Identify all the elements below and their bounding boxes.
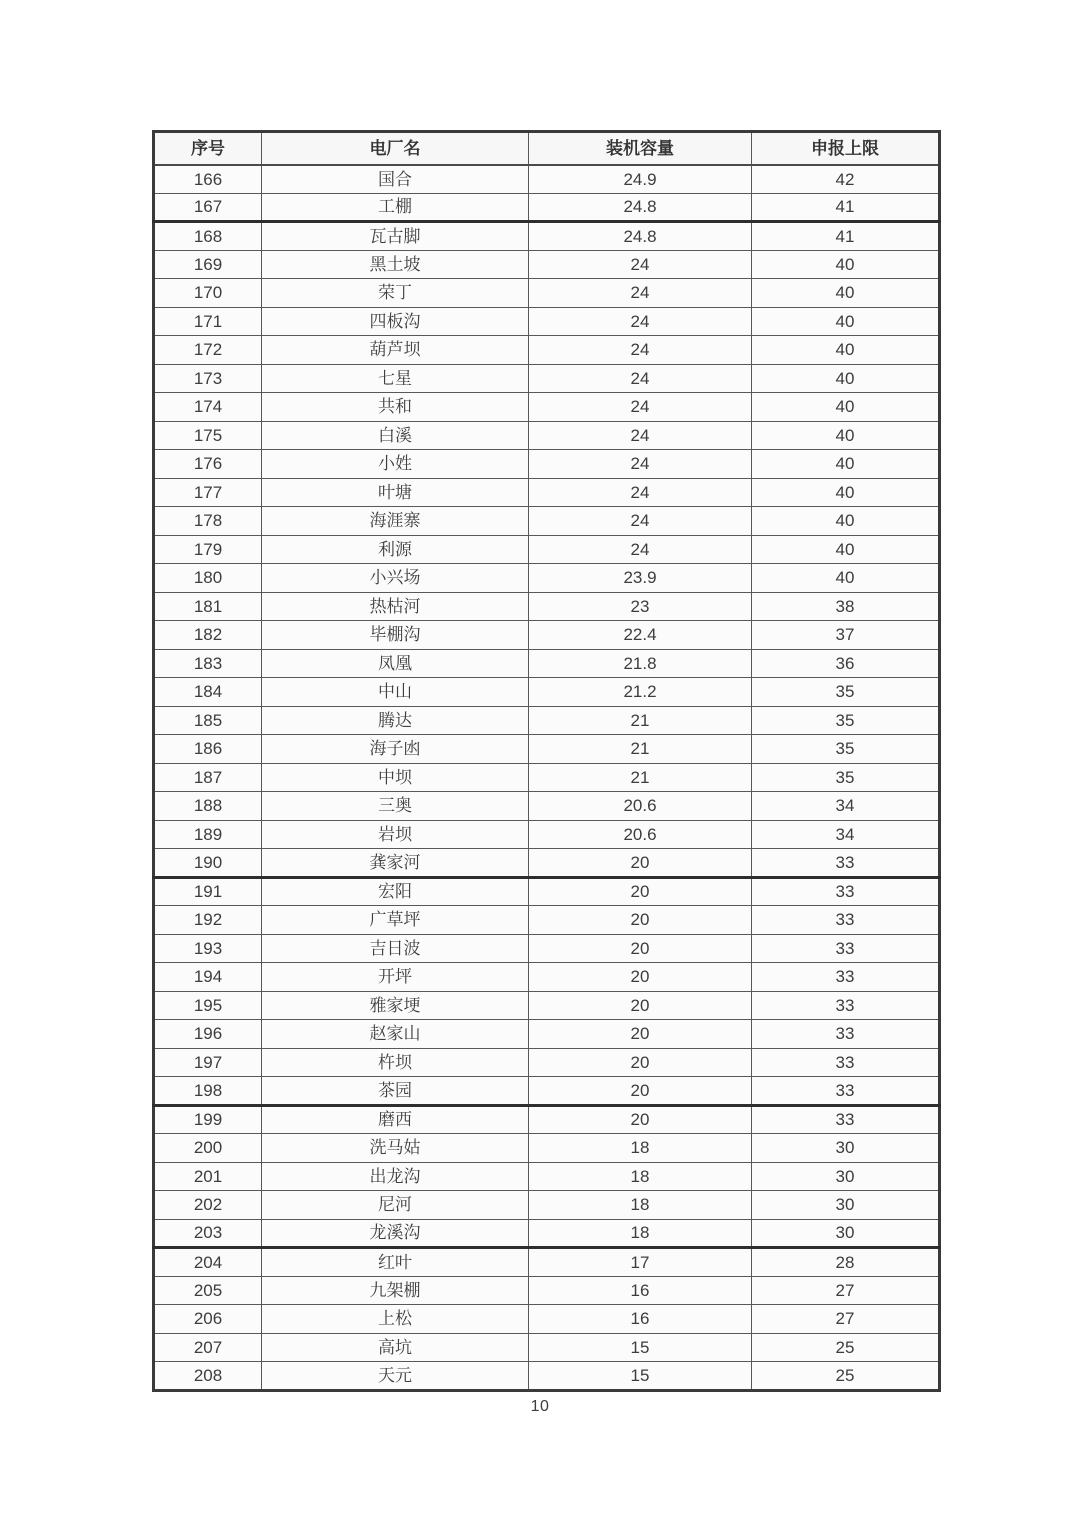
cell-serial: 178 [154,507,262,536]
cell-limit: 36 [752,649,940,678]
cell-limit: 40 [752,307,940,336]
table-row [154,450,940,479]
cell-limit: 40 [752,250,940,279]
cell-plant-name: 腾达 [262,706,529,735]
table-row [154,250,940,279]
cell-capacity: 17 [529,1248,752,1277]
cell-serial: 170 [154,279,262,308]
cell-plant-name: 宏阳 [262,877,529,906]
table-row [154,1333,940,1362]
cell-limit: 40 [752,535,940,564]
cell-plant-name: 海子凼 [262,735,529,764]
cell-plant-name: 共和 [262,393,529,422]
cell-plant-name: 叶塘 [262,478,529,507]
cell-capacity: 20.6 [529,820,752,849]
cell-capacity: 20 [529,963,752,992]
cell-plant-name: 天元 [262,1362,529,1391]
cell-limit: 37 [752,621,940,650]
cell-serial: 194 [154,963,262,992]
cell-plant-name: 赵家山 [262,1020,529,1049]
cell-capacity: 21 [529,735,752,764]
cell-limit: 33 [752,906,940,935]
cell-capacity: 20 [529,934,752,963]
table-row [154,1305,940,1334]
cell-capacity: 22.4 [529,621,752,650]
cell-serial: 174 [154,393,262,422]
cell-plant-name: 茶园 [262,1077,529,1106]
cell-plant-name: 七星 [262,364,529,393]
cell-plant-name: 海涯寨 [262,507,529,536]
cell-limit: 28 [752,1248,940,1277]
cell-limit: 30 [752,1191,940,1220]
cell-plant-name: 龚家河 [262,849,529,878]
cell-limit: 33 [752,991,940,1020]
cell-serial: 181 [154,592,262,621]
table-row [154,364,940,393]
cell-serial: 188 [154,792,262,821]
cell-plant-name: 广草坪 [262,906,529,935]
cell-capacity: 24 [529,393,752,422]
cell-capacity: 18 [529,1162,752,1191]
cell-serial: 177 [154,478,262,507]
cell-capacity: 24 [529,507,752,536]
cell-limit: 33 [752,1105,940,1134]
cell-serial: 199 [154,1105,262,1134]
table-row [154,279,940,308]
cell-capacity: 20 [529,991,752,1020]
table-row [154,763,940,792]
cell-limit: 35 [752,763,940,792]
cell-limit: 40 [752,336,940,365]
table-row [154,1248,940,1277]
cell-limit: 40 [752,364,940,393]
cell-limit: 40 [752,279,940,308]
cell-plant-name: 开坪 [262,963,529,992]
cell-plant-name: 岩坝 [262,820,529,849]
cell-plant-name: 吉日波 [262,934,529,963]
cell-limit: 33 [752,1020,940,1049]
table-row [154,1276,940,1305]
cell-capacity: 24 [529,421,752,450]
table-row [154,193,940,222]
cell-serial: 169 [154,250,262,279]
table-body [154,165,940,1391]
cell-limit: 35 [752,706,940,735]
table-row [154,222,940,251]
cell-serial: 167 [154,193,262,222]
cell-capacity: 15 [529,1333,752,1362]
cell-limit: 40 [752,478,940,507]
table-row [154,1077,940,1106]
cell-serial: 186 [154,735,262,764]
cell-limit: 41 [752,222,940,251]
cell-capacity: 20 [529,1105,752,1134]
cell-serial: 189 [154,820,262,849]
cell-limit: 25 [752,1333,940,1362]
cell-plant-name: 上松 [262,1305,529,1334]
cell-plant-name: 三奥 [262,792,529,821]
cell-plant-name: 工棚 [262,193,529,222]
table-row [154,906,940,935]
cell-limit: 38 [752,592,940,621]
cell-serial: 168 [154,222,262,251]
table-row [154,564,940,593]
cell-capacity: 24.8 [529,193,752,222]
cell-plant-name: 雅家埂 [262,991,529,1020]
table-row [154,393,940,422]
cell-capacity: 16 [529,1305,752,1334]
table-row [154,991,940,1020]
table-row [154,735,940,764]
cell-serial: 185 [154,706,262,735]
table-row [154,478,940,507]
table-row [154,1162,940,1191]
cell-capacity: 20 [529,877,752,906]
cell-plant-name: 尼河 [262,1191,529,1220]
cell-limit: 33 [752,963,940,992]
cell-serial: 179 [154,535,262,564]
cell-plant-name: 红叶 [262,1248,529,1277]
cell-limit: 34 [752,820,940,849]
cell-limit: 33 [752,1077,940,1106]
table-row [154,849,940,878]
cell-serial: 184 [154,678,262,707]
cell-capacity: 24 [529,450,752,479]
cell-serial: 197 [154,1048,262,1077]
cell-capacity: 20 [529,1077,752,1106]
cell-serial: 205 [154,1276,262,1305]
cell-plant-name: 国合 [262,165,529,194]
cell-limit: 27 [752,1305,940,1334]
cell-limit: 40 [752,450,940,479]
cell-serial: 180 [154,564,262,593]
table-header-row [154,132,940,165]
col-header-limit: 申报上限 [752,132,940,165]
cell-plant-name: 出龙沟 [262,1162,529,1191]
cell-plant-name: 热枯河 [262,592,529,621]
cell-serial: 171 [154,307,262,336]
cell-plant-name: 龙溪沟 [262,1219,529,1248]
col-header-serial: 序号 [154,132,262,165]
cell-limit: 40 [752,564,940,593]
cell-limit: 35 [752,678,940,707]
cell-capacity: 20 [529,1020,752,1049]
cell-limit: 30 [752,1219,940,1248]
cell-serial: 207 [154,1333,262,1362]
cell-serial: 192 [154,906,262,935]
table-row [154,820,940,849]
cell-capacity: 16 [529,1276,752,1305]
cell-capacity: 20 [529,849,752,878]
table-row [154,1219,940,1248]
table-row [154,706,940,735]
table-row [154,1191,940,1220]
cell-limit: 25 [752,1362,940,1391]
cell-serial: 208 [154,1362,262,1391]
table-row [154,421,940,450]
table-row [154,1048,940,1077]
cell-capacity: 24 [529,307,752,336]
cell-limit: 40 [752,393,940,422]
table-row [154,649,940,678]
cell-limit: 27 [752,1276,940,1305]
cell-plant-name: 小兴场 [262,564,529,593]
cell-limit: 40 [752,421,940,450]
table-row [154,678,940,707]
cell-plant-name: 瓦古脚 [262,222,529,251]
table-row [154,877,940,906]
page-number: 10 [530,1398,550,1415]
cell-serial: 206 [154,1305,262,1334]
cell-capacity: 24 [529,535,752,564]
cell-plant-name: 毕棚沟 [262,621,529,650]
cell-plant-name: 中坝 [262,763,529,792]
table-row [154,621,940,650]
cell-plant-name: 荣丁 [262,279,529,308]
cell-capacity: 24 [529,336,752,365]
cell-plant-name: 高坑 [262,1333,529,1362]
cell-capacity: 18 [529,1134,752,1163]
cell-plant-name: 九架棚 [262,1276,529,1305]
cell-serial: 201 [154,1162,262,1191]
cell-plant-name: 小姓 [262,450,529,479]
cell-plant-name: 磨西 [262,1105,529,1134]
cell-capacity: 23.9 [529,564,752,593]
cell-limit: 30 [752,1134,940,1163]
table-row [154,792,940,821]
cell-serial: 175 [154,421,262,450]
table-row [154,165,940,194]
cell-plant-name: 葫芦坝 [262,336,529,365]
cell-limit: 33 [752,877,940,906]
cell-limit: 42 [752,165,940,194]
cell-serial: 172 [154,336,262,365]
cell-capacity: 24 [529,478,752,507]
table-row [154,1020,940,1049]
plants-table [152,130,941,1392]
table-row [154,535,940,564]
cell-limit: 40 [752,507,940,536]
cell-serial: 198 [154,1077,262,1106]
cell-plant-name: 杵坝 [262,1048,529,1077]
table-row [154,507,940,536]
table-row [154,1362,940,1391]
cell-capacity: 24.9 [529,165,752,194]
cell-plant-name: 利源 [262,535,529,564]
cell-limit: 34 [752,792,940,821]
cell-serial: 190 [154,849,262,878]
cell-capacity: 24 [529,279,752,308]
cell-plant-name: 白溪 [262,421,529,450]
cell-capacity: 21 [529,763,752,792]
table-row [154,1105,940,1134]
col-header-plant-name: 电厂名 [262,132,529,165]
col-header-capacity: 装机容量 [529,132,752,165]
cell-capacity: 23 [529,592,752,621]
cell-serial: 200 [154,1134,262,1163]
cell-serial: 166 [154,165,262,194]
cell-serial: 182 [154,621,262,650]
cell-limit: 35 [752,735,940,764]
table-row [154,336,940,365]
cell-capacity: 24 [529,250,752,279]
cell-plant-name: 黑土坡 [262,250,529,279]
table-row [154,1134,940,1163]
cell-capacity: 21.2 [529,678,752,707]
cell-serial: 187 [154,763,262,792]
cell-limit: 33 [752,1048,940,1077]
table-row [154,592,940,621]
cell-capacity: 18 [529,1191,752,1220]
cell-serial: 196 [154,1020,262,1049]
cell-plant-name: 中山 [262,678,529,707]
cell-limit: 30 [752,1162,940,1191]
cell-serial: 204 [154,1248,262,1277]
cell-capacity: 24 [529,364,752,393]
cell-limit: 33 [752,849,940,878]
table-row [154,934,940,963]
cell-limit: 33 [752,934,940,963]
cell-serial: 183 [154,649,262,678]
cell-serial: 203 [154,1219,262,1248]
cell-serial: 202 [154,1191,262,1220]
cell-plant-name: 凤凰 [262,649,529,678]
cell-serial: 195 [154,991,262,1020]
table-row [154,307,940,336]
cell-plant-name: 洗马姑 [262,1134,529,1163]
cell-capacity: 21.8 [529,649,752,678]
cell-serial: 191 [154,877,262,906]
cell-capacity: 20 [529,1048,752,1077]
cell-capacity: 20.6 [529,792,752,821]
cell-capacity: 20 [529,906,752,935]
table-row [154,963,940,992]
cell-capacity: 15 [529,1362,752,1391]
cell-capacity: 21 [529,706,752,735]
cell-capacity: 18 [529,1219,752,1248]
cell-limit: 41 [752,193,940,222]
cell-serial: 173 [154,364,262,393]
cell-serial: 176 [154,450,262,479]
cell-serial: 193 [154,934,262,963]
cell-capacity: 24.8 [529,222,752,251]
cell-plant-name: 四板沟 [262,307,529,336]
